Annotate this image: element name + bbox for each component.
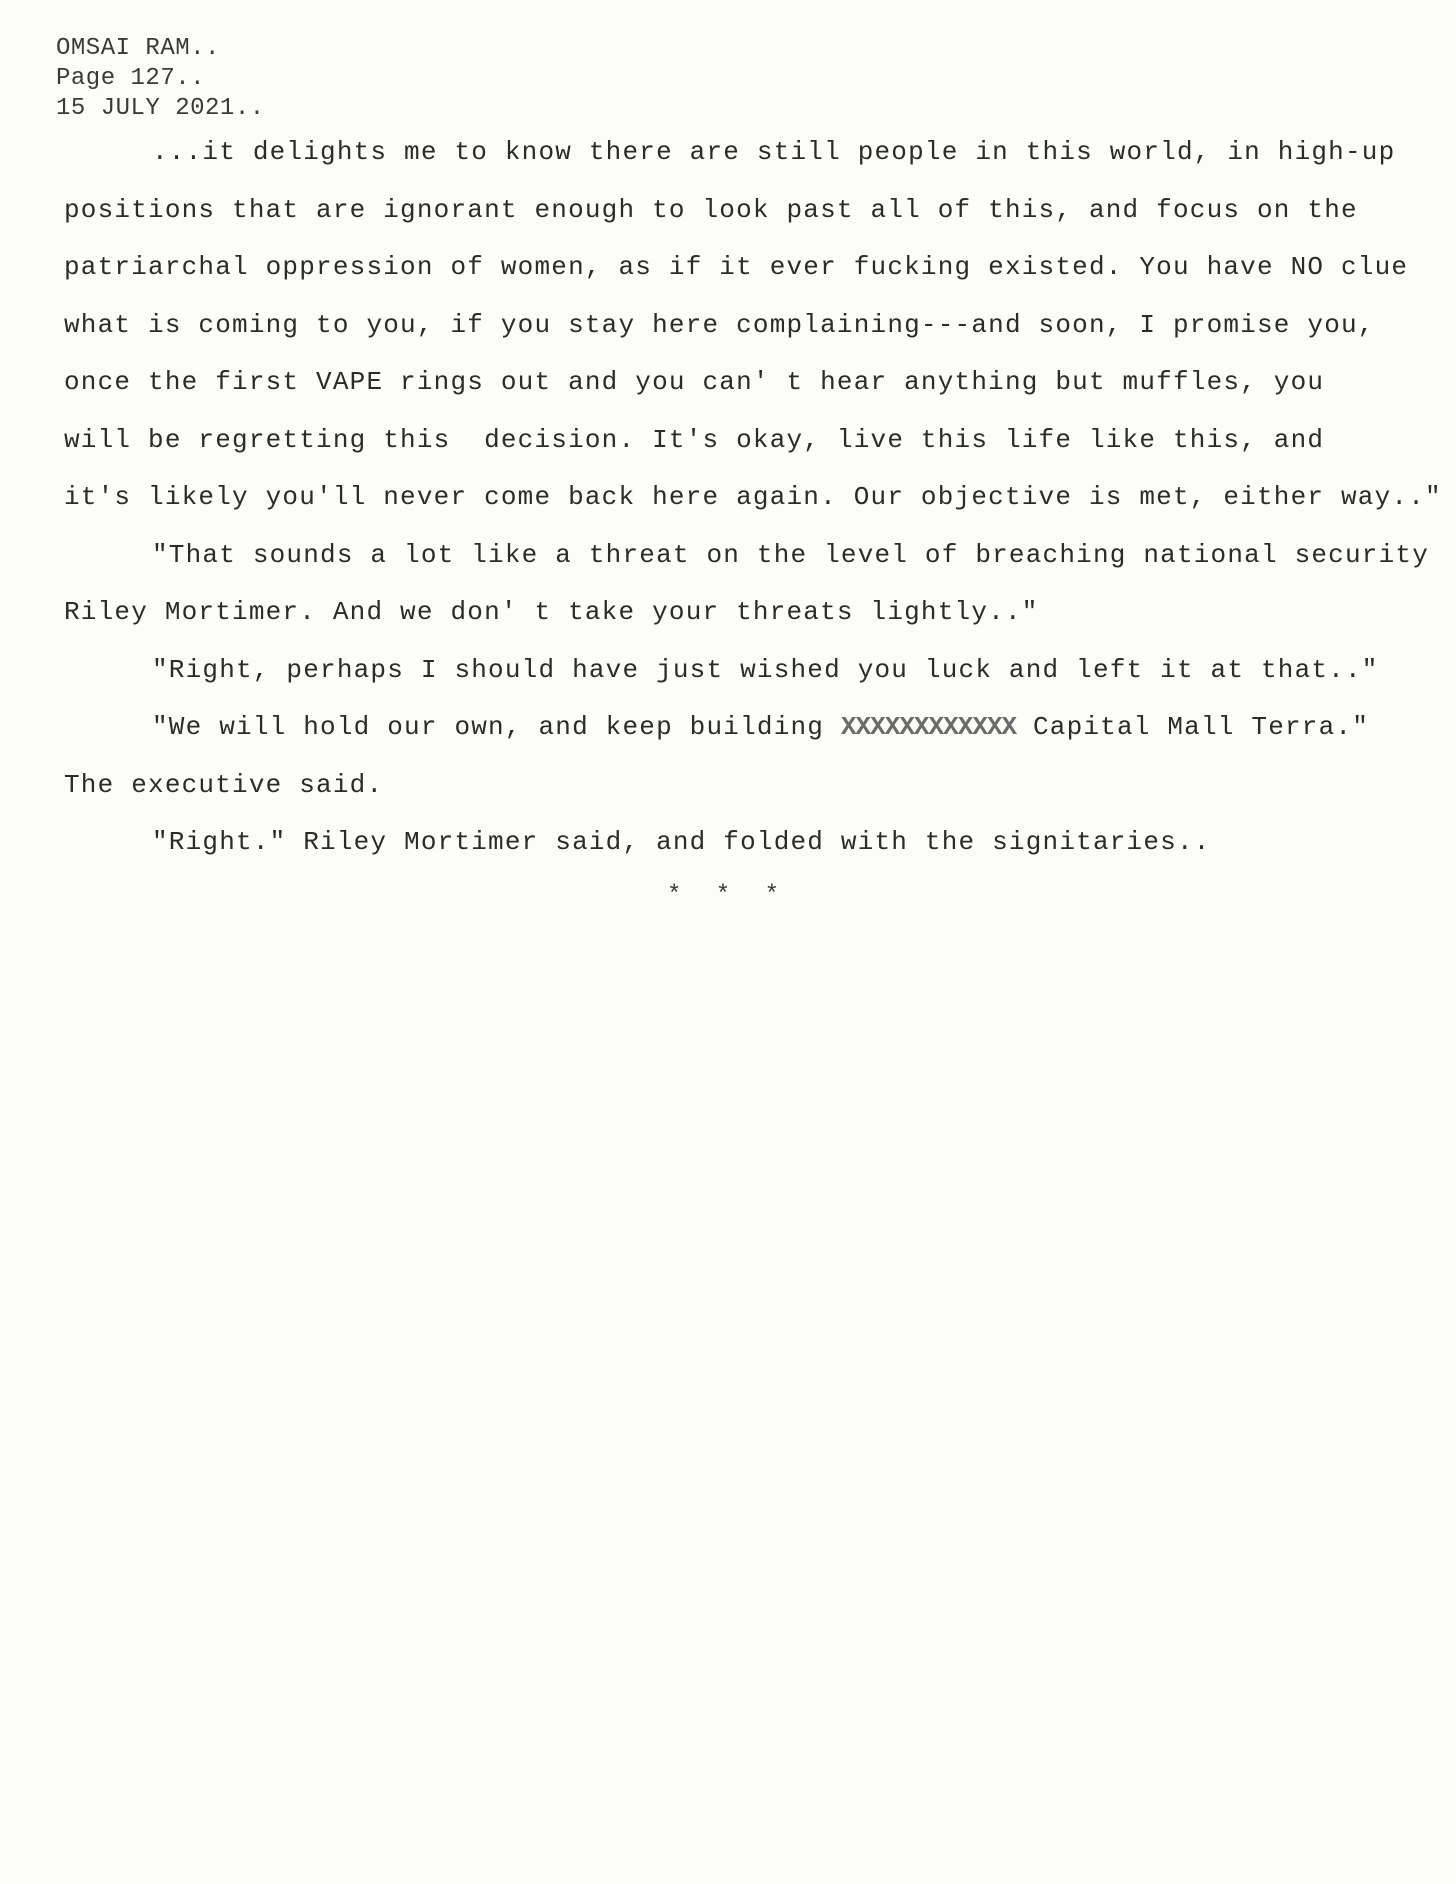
text-line: "Right." Riley Mortimer said, and folded with the signitaries.. <box>152 827 1211 857</box>
text-line: ...it delights me to know there are still people in this world, in high-up <box>152 137 1396 167</box>
text-line: positions that are ignorant enough to look past all of this, and focus on the <box>64 194 1358 225</box>
text-line: what is coming to you, if you stay here complaining---and soon, I promise you, <box>64 309 1375 340</box>
text-line: will be regretting this decision. It's okay, live this life like this, and <box>64 424 1325 455</box>
header-page-number: Page 127.. <box>56 65 206 92</box>
text-line: it's likely you'll never come back here again. Our objective is met, either way.." <box>64 482 1442 512</box>
text-line: The executive said. <box>64 769 384 800</box>
text-segment: Capital Mall Terra." <box>1016 712 1370 742</box>
text-line: "That sounds a lot like a threat on the level of breaching national security <box>152 539 1429 570</box>
header-date: 15 JULY 2021.. <box>56 95 265 122</box>
text-line: Riley Mortimer. And we don' t take your threats lightly.." <box>64 597 1039 627</box>
text-line: once the first VAPE rings out and you can' t hear anything but muffles, you <box>64 367 1325 397</box>
text-line: patriarchal oppression of women, as if it ever fucking existed. You have NO clue <box>64 252 1409 282</box>
header-invocation: OMSAI RAM.. <box>56 35 220 62</box>
text-segment: "We will hold our own, and keep building <box>152 712 825 742</box>
section-separator: * * * <box>666 882 789 909</box>
body-text <box>64 124 1444 872</box>
text-line: "Right, perhaps I should have just wished you luck and left it at that.." <box>152 654 1379 685</box>
struck-out-text: XXXXXXXXXXXX <box>840 712 1017 742</box>
page-header <box>56 34 265 124</box>
text-line <box>64 699 1444 757</box>
